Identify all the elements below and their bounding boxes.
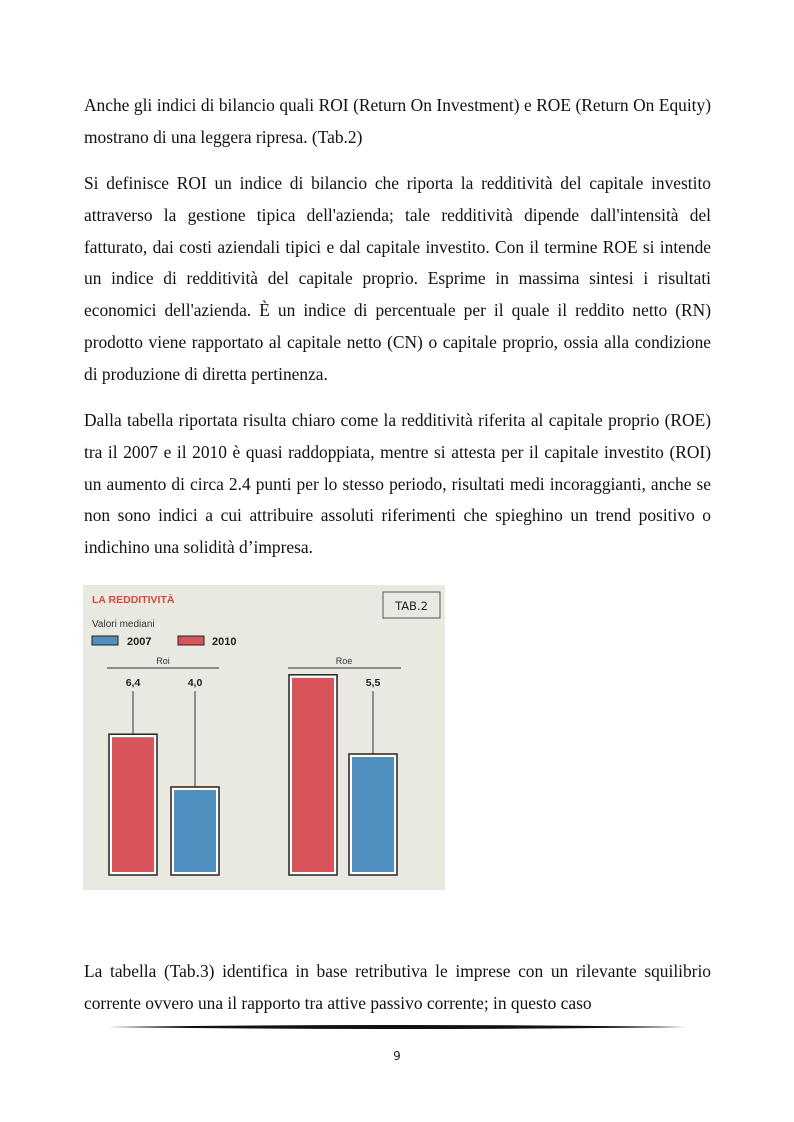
legend-swatch-2007	[92, 636, 118, 645]
chart-canvas	[83, 585, 445, 890]
chart-title: LA REDDITIVITÀ	[92, 594, 175, 606]
group-label-roi: Roi	[156, 656, 170, 666]
bar-value-label-roi-2010: 6,4	[125, 677, 141, 689]
bar-roi-2007	[174, 790, 216, 872]
paragraph-definitions: Si definisce ROI un indice di bilancio che riporta la redditività del capitale investito attraverso la gestione tipica dell'azienda; tale redditività dipende dall'intensità del fatturato, dai costi aziendali tipici e dal capitale investito. Con il termine ROE si intende un indice di redditività del capitale proprio. Esprime in massima sintesi i risultati economici dell'azienda. È un indice di percentuale per il quale il reddito netto (RN) prodotto viene rapportato al capitale netto (CN) o capitale proprio, ossia alla condizione di produzione di diretta pertinenza.	[84, 173, 711, 384]
bar-roi-2010	[112, 737, 154, 872]
paragraph-analysis: Dalla tabella riportata risulta chiaro come la redditività riferita al capitale proprio (ROE) tra il 2007 e il 2010 è quasi raddoppiata, mentre si attesta per il capitale investito (ROI) un aumento di circa 2.4 punti per lo stesso periodo, risultati medi incoraggianti, anche se non sono indici a cui attribuire assoluti riferimenti che spieghino un trend positivo o indichino una solidità d’impresa.	[84, 410, 711, 558]
bars-layer	[109, 675, 397, 875]
footer-rule	[108, 1024, 686, 1030]
group-label-roe: Roe	[335, 656, 353, 666]
chart-subtitle: Valori mediani	[92, 619, 155, 630]
bar-roe-2007	[352, 757, 394, 872]
legend-label-2007: 2007	[127, 636, 152, 648]
bar-roe-2010	[292, 678, 334, 872]
paragraph-intro: Anche gli indici di bilancio quali ROI (Return On Investment) e ROE (Return On Equity) mostrano di una leggera ripresa. (Tab.2)	[84, 95, 711, 147]
paragraph-tab3: La tabella (Tab.3) identifica in base retributiva le imprese con un rilevante squilibrio corrente ovvero una il rapporto tra attive passivo corrente; in questo caso	[84, 961, 711, 1013]
legend-label-2010: 2010	[212, 636, 237, 648]
redditivita-chart	[83, 585, 445, 890]
bar-value-label-roi-2007: 4,0	[187, 677, 203, 689]
legend-swatch-2010	[178, 636, 204, 645]
chart-tag: TAB.2	[395, 599, 428, 613]
page-number: 9	[393, 1049, 401, 1063]
bar-value-label-roe-2007: 5,5	[365, 677, 381, 689]
